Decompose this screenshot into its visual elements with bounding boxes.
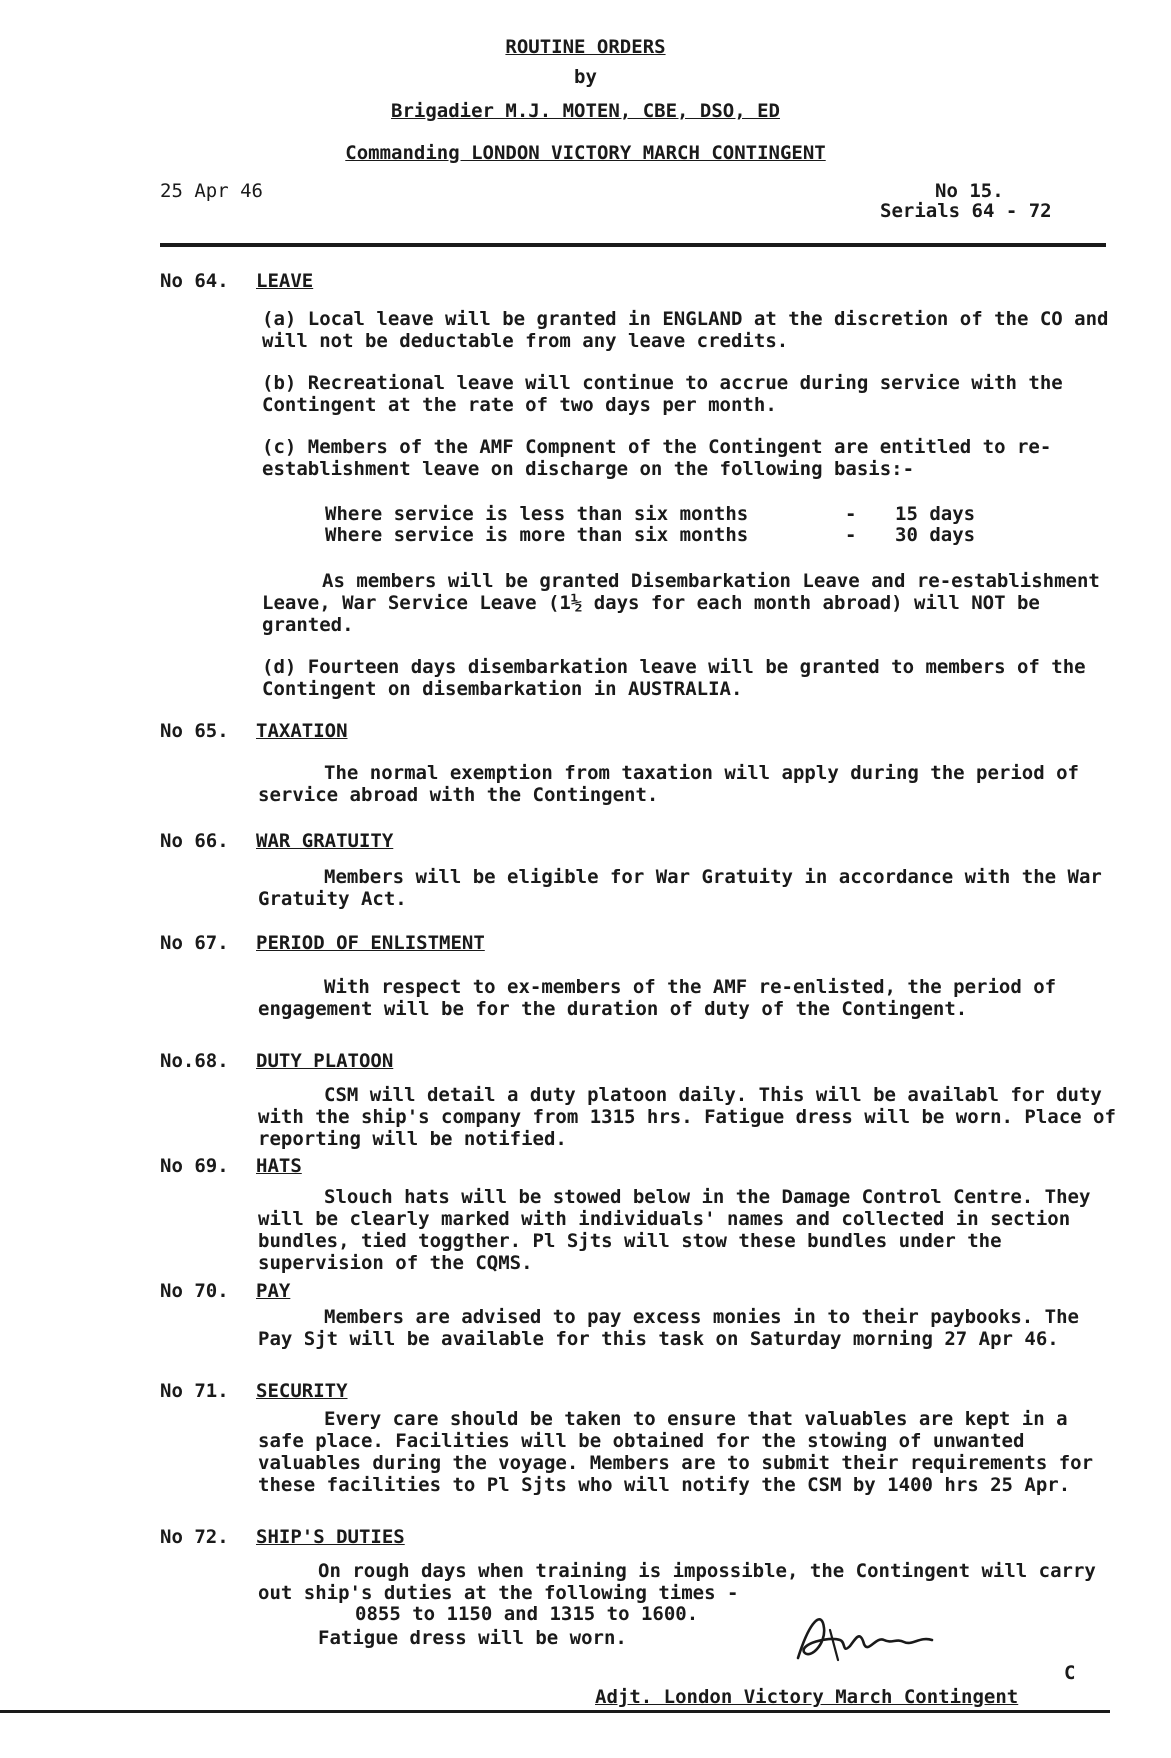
paragraph: (d) Fourteen days disembarkation leave will be granted to members of the Contingent on disembarkation in AUSTRALIA. (262, 656, 1086, 700)
order-64-para-c (262, 436, 1112, 480)
order-67 (160, 932, 1120, 954)
order-number-label: No 72. (160, 1526, 229, 1548)
paragraph: Every care should be taken to ensure that valuables are kept in a safe place. Facilities will be obtained for the stowing of unwanted valuables during the voyage. Members are to submit their requirements for these facilities to Pl Sjts who will notify the CSM by 1400 hrs 25 Apr. (258, 1408, 1094, 1496)
paragraph: CSM will detail a duty platoon daily. This will be availabl for duty with the ship's company from 1315 hrs. Fatigue dress will be worn. Place of reporting will be notified. (258, 1084, 1116, 1150)
order-64-note (262, 570, 1112, 636)
order-67-body (258, 976, 1118, 1020)
order-number-label: No.68. (160, 1050, 229, 1072)
order-65 (160, 720, 1120, 742)
paragraph: As members will be granted Disembarkation Leave and re-establishment Leave, War Service Leave (1½ days for each month abroad) will NOT be granted. (262, 570, 1100, 636)
by-line: by (574, 66, 597, 88)
paragraph: (c) Members of the AMF Compnent of the Contingent are entitled to re-establishment leave on discharge on the following basis:- (262, 436, 1052, 480)
order-number-label: No 69. (160, 1155, 229, 1177)
order-number-label: No 71. (160, 1380, 229, 1402)
paragraph: With respect to ex-members of the AMF re-enlisted, the period of engagement will be for the duration of duty of the Contingent. (258, 976, 1057, 1020)
footer-rule (0, 1710, 1110, 1713)
paragraph: The normal exemption from taxation will apply during the period of service abroad with the Contingent. (258, 762, 1079, 806)
paragraph: On rough days when training is impossible, the Contingent will carry out ship's duties at the following times - (258, 1560, 1096, 1604)
order-64-para-d (262, 656, 1112, 700)
order-64-para-b (262, 372, 1112, 416)
paragraph: Members are advised to pay excess monies in to their paybooks. The Pay Sjt will be available for this task on Saturday morning 27 Apr 46. (258, 1306, 1079, 1350)
order-title: SHIP'S DUTIES (256, 1526, 405, 1548)
serials-range: Serials 64 - 72 (880, 200, 1052, 222)
signature-initial: C (1064, 1662, 1076, 1684)
schedule-row (325, 524, 975, 546)
schedule-row (325, 503, 975, 525)
order-72 (160, 1526, 1120, 1548)
order-title: HATS (256, 1155, 302, 1177)
order-71-body (258, 1408, 1118, 1496)
order-64-para-a (262, 308, 1112, 352)
dress-note: Fatigue dress will be worn. (318, 1627, 627, 1649)
order-70-body (258, 1306, 1118, 1350)
schedule-label: Where service is less than six months (325, 503, 749, 525)
document-title: ROUTINE ORDERS (505, 36, 666, 58)
order-69 (160, 1155, 1120, 1177)
order-number-label: No 66. (160, 830, 229, 852)
order-date: 25 Apr 46 (160, 180, 263, 202)
order-72-body (258, 1560, 1118, 1604)
order-title: LEAVE (256, 270, 314, 292)
paragraph: (a) Local leave will be granted in ENGLAND at the discretion of the CO and will not be deductable from any leave credits. (262, 308, 1109, 352)
schedule-value: 30 days (895, 524, 976, 546)
order-66 (160, 830, 1120, 852)
order-number-label: No 64. (160, 270, 229, 292)
order-70 (160, 1280, 1120, 1302)
command-line: Commanding LONDON VICTORY MARCH CONTINGENT (345, 142, 826, 164)
order-71 (160, 1380, 1120, 1402)
order-66-body (258, 866, 1108, 910)
order-65-body (258, 762, 1108, 806)
order-number-label: No 65. (160, 720, 229, 742)
order-title: WAR GRATUITY (256, 830, 394, 852)
paragraph: Members will be eligible for War Gratuity in accordance with the War Gratuity Act. (258, 866, 1102, 910)
paragraph: Slouch hats will be stowed below in the Damage Control Centre. They will be clearly marked with individuals' names and collected in section bundles, tied toggther. Pl Sjts will stow these bundles under the supervision of the CQMS. (258, 1186, 1091, 1274)
order-title: PERIOD OF ENLISTMENT (256, 932, 485, 954)
order-number: No 15. (935, 180, 1004, 202)
order-title: PAY (256, 1280, 291, 1302)
signatory-role: Adjt. London Victory March Contingent (595, 1686, 1019, 1708)
signature-icon (780, 1600, 960, 1670)
order-title: SECURITY (256, 1380, 348, 1402)
schedule-label: Where service is more than six months (325, 524, 749, 546)
order-68 (160, 1050, 1120, 1072)
order-title: DUTY PLATOON (256, 1050, 394, 1072)
commander-name: Brigadier M.J. MOTEN, CBE, DSO, ED (391, 100, 780, 122)
order-number-label: No 67. (160, 932, 229, 954)
order-64 (160, 270, 1120, 292)
schedule-dash: - (845, 524, 857, 546)
schedule-value: 15 days (895, 503, 976, 525)
schedule-dash: - (845, 503, 857, 525)
order-number-label: No 70. (160, 1280, 229, 1302)
order-69-body (258, 1186, 1118, 1274)
order-68-body (258, 1084, 1128, 1150)
duty-times: 0855 to 1150 and 1315 to 1600. (355, 1603, 699, 1625)
paragraph: (b) Recreational leave will continue to accrue during service with the Contingent at the rate of two days per month. (262, 372, 1063, 416)
order-title: TAXATION (256, 720, 348, 742)
header-rule (160, 243, 1106, 247)
